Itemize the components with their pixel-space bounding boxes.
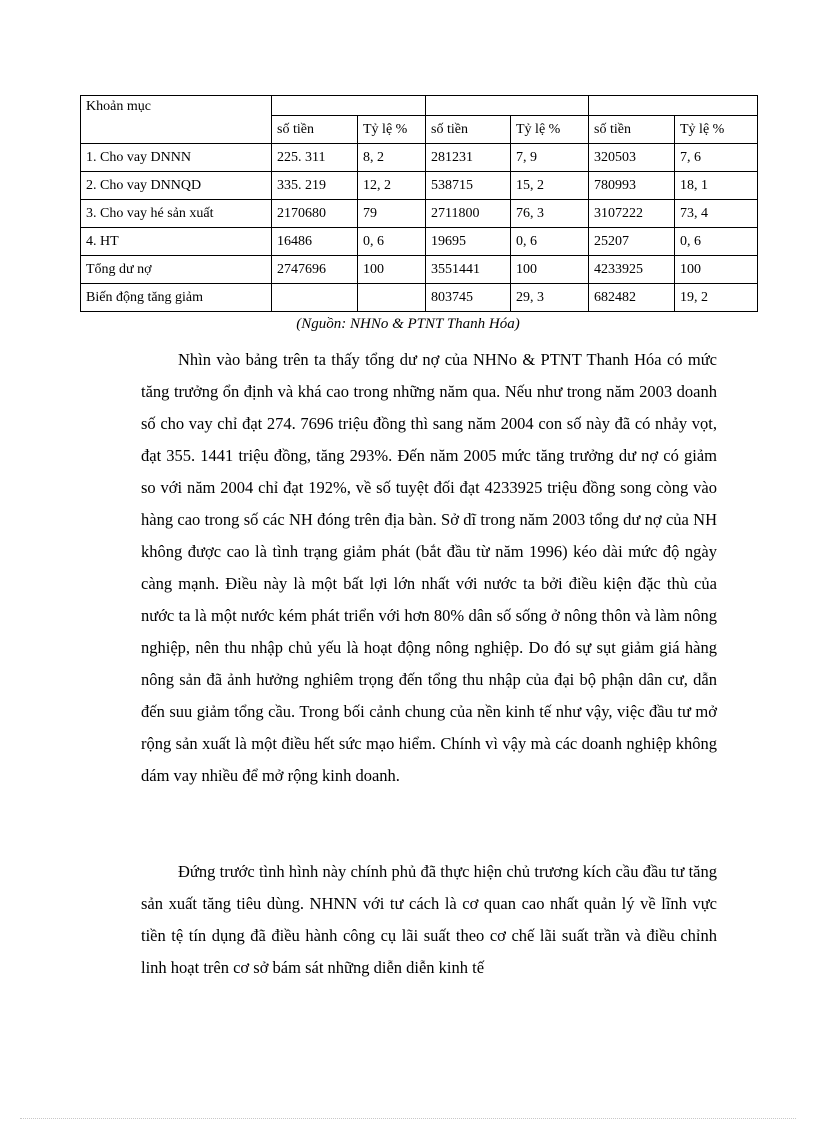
table-row <box>81 256 758 284</box>
row-label: 1. Cho vay DNNN <box>81 144 272 172</box>
table-cell: 76, 3 <box>511 200 589 228</box>
subheader-cell: số tiền <box>426 116 511 144</box>
table-cell: 7, 9 <box>511 144 589 172</box>
table-cell: 4233925 <box>589 256 675 284</box>
table-cell: 3107222 <box>589 200 675 228</box>
table-cell: 3551441 <box>426 256 511 284</box>
table-cell: 0, 6 <box>675 228 758 256</box>
table-cell: 0, 6 <box>358 228 426 256</box>
table-cell: 79 <box>358 200 426 228</box>
row-label: Tổng dư nợ <box>81 256 272 284</box>
table-cell: 320503 <box>589 144 675 172</box>
table-cell: 19, 2 <box>675 284 758 312</box>
subheader-cell: số tiền <box>272 116 358 144</box>
table-row <box>81 228 758 256</box>
table-cell: 0, 6 <box>511 228 589 256</box>
header-year-group <box>272 96 426 116</box>
table-cell: 7, 6 <box>675 144 758 172</box>
row-label: 3. Cho vay hé sản xuất <box>81 200 272 228</box>
table-cell: 73, 4 <box>675 200 758 228</box>
loan-structure-table <box>80 95 758 312</box>
body-paragraph: Nhìn vào bảng trên ta thấy tổng dư nợ của NHNo & PTNT Thanh Hóa có mức tăng trưởng ổn định và khá cao trong những năm qua. Nếu như trong năm 2003 doanh số cho vay chỉ đạt 274. 7696 triệu đồng thì sang năm 2004 con số này đã có nhảy vọt, đạt 355. 1441 triệu đồng, tăng 293%. Đến năm 2005 mức tăng trưởng dư nợ có giảm so với năm 2004 chỉ đạt 192%, về số tuyệt đối đạt 4233925 triệu đồng song còng vào hàng cao trong số các NH đóng trên địa bàn. Sở dĩ trong năm 2003 tổng dư nợ của NH không được cao là tình trạng giảm phát (bắt đầu từ năm 1996) kéo dài mức độ ngày càng mạnh. Điều này là một bất lợi lớn nhất với nước ta bởi điều kiện đặc thù của nước ta là một nước kém phát triển với hơn 80% dân số sống ở nông thôn và làm nông nghiệp, nên thu nhập chủ yếu là hoạt động nông nghiệp. Do đó sự sụt giảm giá hàng nông sản đã ảnh hưởng nghiêm trọng đến tổng thu nhập của đại bộ phận dân cư, dẫn đến suu giảm tổng cầu. Trong bối cảnh chung của nền kinh tế như vậy, việc đầu tư mở rộng sản xuất là một điều hết sức mạo hiểm. Chính vì vậy mà các doanh nghiệp không dám vay nhiều để mở rộng kinh doanh. <box>141 350 717 785</box>
table-cell: 8, 2 <box>358 144 426 172</box>
table-row <box>81 172 758 200</box>
table-cell <box>358 284 426 312</box>
table-cell <box>272 284 358 312</box>
row-label: 4. HT <box>81 228 272 256</box>
table-cell: 100 <box>511 256 589 284</box>
table-source-caption: (Nguồn: NHNo & PTNT Thanh Hóa) <box>296 316 520 332</box>
table-cell: 281231 <box>426 144 511 172</box>
table-row <box>81 144 758 172</box>
table-cell: 2711800 <box>426 200 511 228</box>
header-year-group <box>589 96 758 116</box>
table-cell: 780993 <box>589 172 675 200</box>
table-header-row <box>81 96 758 116</box>
subheader-cell: Tỷ lệ % <box>358 116 426 144</box>
table-cell: 18, 1 <box>675 172 758 200</box>
body-paragraph: Đứng trước tình hình này chính phủ đã thực hiện chủ trương kích cầu đầu tư tăng sản xuất tăng tiêu dùng. NHNN với tư cách là cơ quan cao nhất quản lý về lĩnh vực tiền tệ tín dụng đã điều hành công cụ lãi suất theo cơ chế lãi suất trần và điều chỉnh linh hoạt trên cơ sở bám sát những diễn diễn kinh tế <box>141 862 717 977</box>
header-year-group <box>426 96 589 116</box>
page-bottom-divider <box>20 1118 796 1119</box>
table-cell: 12, 2 <box>358 172 426 200</box>
table-cell: 225. 311 <box>272 144 358 172</box>
table-cell: 29, 3 <box>511 284 589 312</box>
subheader-cell: Tỷ lệ % <box>511 116 589 144</box>
subheader-cell: Tỷ lệ % <box>675 116 758 144</box>
table-row <box>81 200 758 228</box>
row-label: 2. Cho vay DNNQD <box>81 172 272 200</box>
table-cell: 19695 <box>426 228 511 256</box>
subheader-cell: số tiền <box>589 116 675 144</box>
table-cell: 100 <box>358 256 426 284</box>
table-cell: 335. 219 <box>272 172 358 200</box>
table-cell: 2170680 <box>272 200 358 228</box>
table-cell: 15, 2 <box>511 172 589 200</box>
table-cell: 682482 <box>589 284 675 312</box>
table-cell: 2747696 <box>272 256 358 284</box>
header-khoan-muc: Khoản mục <box>81 96 272 144</box>
table-cell: 25207 <box>589 228 675 256</box>
table-cell: 538715 <box>426 172 511 200</box>
table-cell: 803745 <box>426 284 511 312</box>
table-cell: 16486 <box>272 228 358 256</box>
table-row <box>81 284 758 312</box>
row-label: Biến động tăng giảm <box>81 284 272 312</box>
table-cell: 100 <box>675 256 758 284</box>
